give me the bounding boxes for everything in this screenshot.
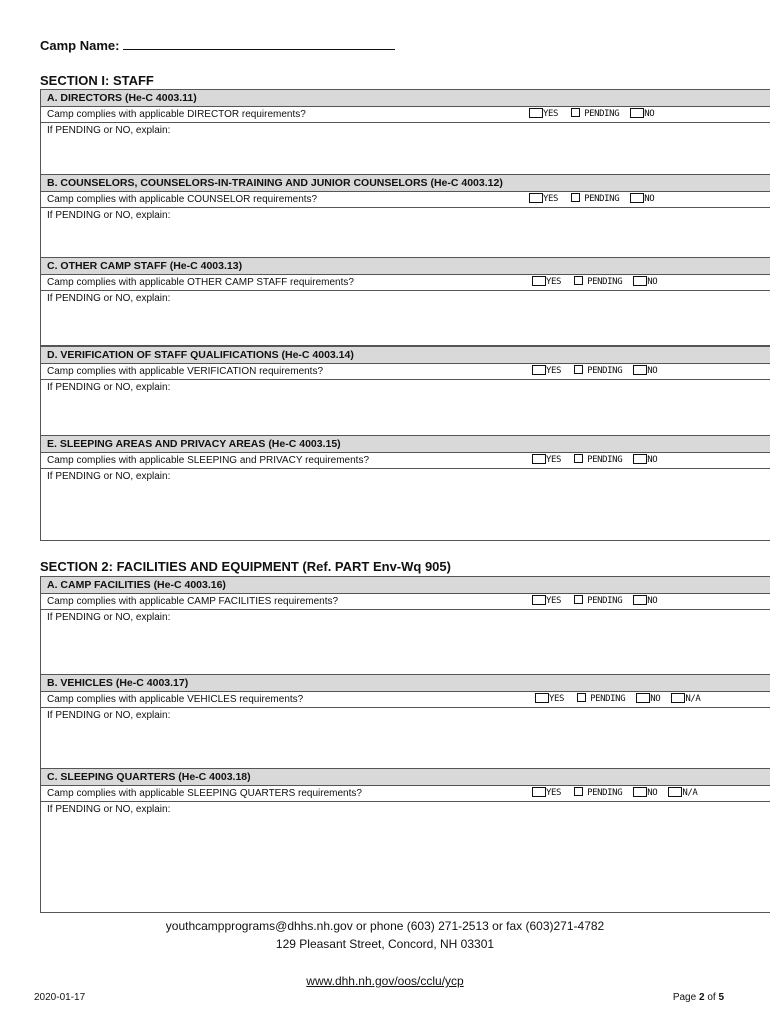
checkbox-icon[interactable] xyxy=(532,787,546,797)
section-1-title: SECTION I: STAFF xyxy=(40,73,154,88)
explain-field[interactable]: If PENDING or NO, explain: xyxy=(47,382,171,393)
directors-block xyxy=(40,89,770,175)
question-text: Camp complies with applicable DIRECTOR requirements? xyxy=(47,109,306,120)
block-header: E. SLEEPING AREAS AND PRIVACY AREAS (He-C 4003.15) xyxy=(41,436,770,453)
checkbox-icon[interactable] xyxy=(532,365,546,375)
checkbox-icon[interactable] xyxy=(630,108,644,118)
checkbox-icon[interactable] xyxy=(633,454,647,464)
explain-field[interactable]: If PENDING or NO, explain: xyxy=(47,612,171,623)
camp-facilities-block xyxy=(40,576,770,675)
checkbox-icon[interactable] xyxy=(633,276,647,286)
pending-option[interactable]: PENDING xyxy=(566,453,628,468)
sleeping-quarters-block xyxy=(40,768,770,913)
explain-field[interactable]: If PENDING or NO, explain: xyxy=(47,710,171,721)
footer-date: 2020-01-17 xyxy=(34,992,86,1003)
no-option[interactable]: NO xyxy=(633,594,657,609)
pending-option[interactable]: PENDING xyxy=(566,364,628,379)
yes-option[interactable]: YES xyxy=(532,786,561,801)
checkbox-icon[interactable] xyxy=(574,365,583,374)
question-text: Camp complies with applicable VEHICLES requirements? xyxy=(47,694,304,705)
explain-field[interactable]: If PENDING or NO, explain: xyxy=(47,125,171,136)
no-option[interactable]: NO xyxy=(633,275,657,290)
yes-option[interactable]: YES xyxy=(529,107,558,122)
no-option[interactable]: NO xyxy=(633,364,657,379)
block-header: A. DIRECTORS (He-C 4003.11) xyxy=(41,90,770,107)
block-header: C. SLEEPING QUARTERS (He-C 4003.18) xyxy=(41,769,770,786)
explain-field[interactable]: If PENDING or NO, explain: xyxy=(47,210,171,221)
verification-block xyxy=(40,346,770,436)
answer-options xyxy=(532,453,657,468)
question-text: Camp complies with applicable OTHER CAMP STAFF requirements? xyxy=(47,277,354,288)
question-row xyxy=(41,594,770,610)
no-option[interactable]: NO xyxy=(630,192,654,207)
camp-name-label: Camp Name: xyxy=(40,38,120,53)
sleeping-privacy-block xyxy=(40,435,770,541)
pending-option[interactable]: PENDING xyxy=(566,594,628,609)
yes-option[interactable]: YES xyxy=(532,594,561,609)
camp-name-input-line[interactable] xyxy=(123,37,395,50)
explain-field[interactable]: If PENDING or NO, explain: xyxy=(47,293,171,304)
checkbox-icon[interactable] xyxy=(633,787,647,797)
pending-option[interactable]: PENDING xyxy=(566,786,628,801)
pending-option[interactable]: PENDING xyxy=(563,192,625,207)
question-row xyxy=(41,192,770,208)
question-row xyxy=(41,275,770,291)
yes-option[interactable]: YES xyxy=(532,275,561,290)
checkbox-icon[interactable] xyxy=(529,193,543,203)
footer-address: 129 Pleasant Street, Concord, NH 03301 xyxy=(275,937,495,951)
footer-url-wrap xyxy=(0,974,770,988)
checkbox-icon[interactable] xyxy=(571,108,580,117)
answer-options xyxy=(529,192,654,207)
checkbox-icon[interactable] xyxy=(574,454,583,463)
yes-option[interactable]: YES xyxy=(532,453,561,468)
pending-option[interactable]: PENDING xyxy=(566,275,628,290)
pending-option[interactable]: PENDING xyxy=(569,692,631,707)
block-header: B. VEHICLES (He-C 4003.17) xyxy=(41,675,770,692)
yes-option[interactable]: YES xyxy=(535,692,564,707)
answer-options xyxy=(532,594,657,609)
question-text: Camp complies with applicable CAMP FACILITIES requirements? xyxy=(47,596,339,607)
no-option[interactable]: NO xyxy=(636,692,660,707)
vehicles-block xyxy=(40,674,770,769)
checkbox-icon[interactable] xyxy=(633,595,647,605)
checkbox-icon[interactable] xyxy=(532,595,546,605)
counselors-block xyxy=(40,174,770,258)
checkbox-icon[interactable] xyxy=(671,693,685,703)
question-row xyxy=(41,453,770,469)
block-header: A. CAMP FACILITIES (He-C 4003.16) xyxy=(41,577,770,594)
checkbox-icon[interactable] xyxy=(577,693,586,702)
na-option[interactable]: N/A xyxy=(668,786,697,801)
no-option[interactable]: NO xyxy=(630,107,654,122)
block-header: B. COUNSELORS, COUNSELORS-IN-TRAINING AND JUNIOR COUNSELORS (He-C 4003.12) xyxy=(41,175,770,192)
answer-options xyxy=(529,107,654,122)
block-header: C. OTHER CAMP STAFF (He-C 4003.13) xyxy=(41,258,770,275)
checkbox-icon[interactable] xyxy=(529,108,543,118)
answer-options xyxy=(532,786,697,801)
footer-contact: youthcampprograms@dhhs.nh.gov or phone (603) 271-2513 or fax (603)271-4782 xyxy=(165,919,605,933)
block-header: D. VERIFICATION OF STAFF QUALIFICATIONS (He-C 4003.14) xyxy=(41,347,770,364)
explain-field[interactable]: If PENDING or NO, explain: xyxy=(47,804,171,815)
checkbox-icon[interactable] xyxy=(532,454,546,464)
other-camp-staff-block xyxy=(40,257,770,346)
answer-options xyxy=(532,364,657,379)
question-row xyxy=(41,107,770,123)
question-text: Camp complies with applicable COUNSELOR requirements? xyxy=(47,194,318,205)
explain-field[interactable]: If PENDING or NO, explain: xyxy=(47,471,171,482)
section-2-title: SECTION 2: FACILITIES AND EQUIPMENT (Ref. PART Env-Wq 905) xyxy=(40,559,451,574)
checkbox-icon[interactable] xyxy=(630,193,644,203)
checkbox-icon[interactable] xyxy=(574,787,583,796)
yes-option[interactable]: YES xyxy=(529,192,558,207)
answer-options xyxy=(535,692,700,707)
checkbox-icon[interactable] xyxy=(535,693,549,703)
checkbox-icon[interactable] xyxy=(636,693,650,703)
question-row xyxy=(41,786,770,802)
checkbox-icon[interactable] xyxy=(668,787,682,797)
answer-options xyxy=(532,275,657,290)
no-option[interactable]: NO xyxy=(633,786,657,801)
question-text: Camp complies with applicable SLEEPING QUARTERS requirements? xyxy=(47,788,362,799)
yes-option[interactable]: YES xyxy=(532,364,561,379)
pending-option[interactable]: PENDING xyxy=(563,107,625,122)
checkbox-icon[interactable] xyxy=(571,193,580,202)
camp-name-field[interactable] xyxy=(40,37,395,53)
question-row xyxy=(41,692,770,708)
na-option[interactable]: N/A xyxy=(671,692,700,707)
checkbox-icon[interactable] xyxy=(633,365,647,375)
page-number: Page 2 of 5 xyxy=(672,992,724,1003)
footer-url-link[interactable]: www.dhh.nh.gov/oos/cclu/ycp xyxy=(306,974,464,988)
question-text: Camp complies with applicable SLEEPING and PRIVACY requirements? xyxy=(47,455,370,466)
question-text: Camp complies with applicable VERIFICATION requirements? xyxy=(47,366,324,377)
checkbox-icon[interactable] xyxy=(574,595,583,604)
checkbox-icon[interactable] xyxy=(574,276,583,285)
question-row xyxy=(41,364,770,380)
no-option[interactable]: NO xyxy=(633,453,657,468)
checkbox-icon[interactable] xyxy=(532,276,546,286)
